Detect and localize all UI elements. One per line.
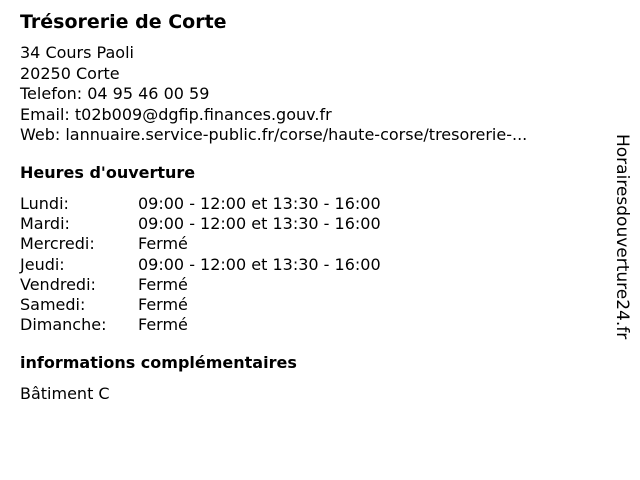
email-text: Email: t02b009@dgfip.finances.gouv.fr — [20, 104, 332, 124]
address-block — [20, 43, 527, 146]
hours-row-monday — [20, 194, 381, 214]
hours-value: Fermé — [138, 274, 188, 294]
day-label: Samedi: — [20, 295, 86, 315]
brand-watermark: Horairesdouverture24.fr — [612, 134, 632, 340]
day-label: Dimanche: — [20, 315, 107, 335]
day-label: Jeudi: — [20, 254, 65, 274]
hours-row-sunday — [20, 315, 381, 335]
hours-row-tuesday — [20, 214, 381, 234]
info-text: Bâtiment C — [20, 384, 110, 403]
hours-row-saturday — [20, 295, 381, 315]
phone-text: Telefon: 04 95 46 00 59 — [20, 84, 210, 103]
hours-heading: Heures d'ouverture — [20, 163, 196, 182]
hours-value: 09:00 - 12:00 et 13:30 - 16:00 — [138, 254, 381, 274]
hours-value: 09:00 - 12:00 et 13:30 - 16:00 — [138, 214, 381, 234]
city-postal: 20250 Corte — [20, 63, 120, 83]
hours-value: Fermé — [138, 295, 188, 315]
hours-row-friday — [20, 275, 381, 295]
day-label: Vendredi: — [20, 274, 96, 294]
hours-value: Fermé — [138, 234, 188, 254]
web-link[interactable]: Web: lannuaire.service-public.fr/corse/haute-corse/tresorerie-... — [20, 125, 528, 144]
hours-row-thursday — [20, 255, 381, 275]
info-heading: informations complémentaires — [20, 353, 297, 372]
hours-value: Fermé — [138, 315, 188, 335]
page-title: Trésorerie de Corte — [20, 11, 227, 33]
day-label: Mardi: — [20, 214, 70, 234]
hours-value: 09:00 - 12:00 et 13:30 - 16:00 — [138, 194, 381, 213]
hours-table — [20, 194, 381, 335]
street-address: 34 Cours Paoli — [20, 43, 134, 62]
hours-row-wednesday — [20, 234, 381, 254]
day-label: Lundi: — [20, 194, 69, 213]
day-label: Mercredi: — [20, 234, 95, 254]
